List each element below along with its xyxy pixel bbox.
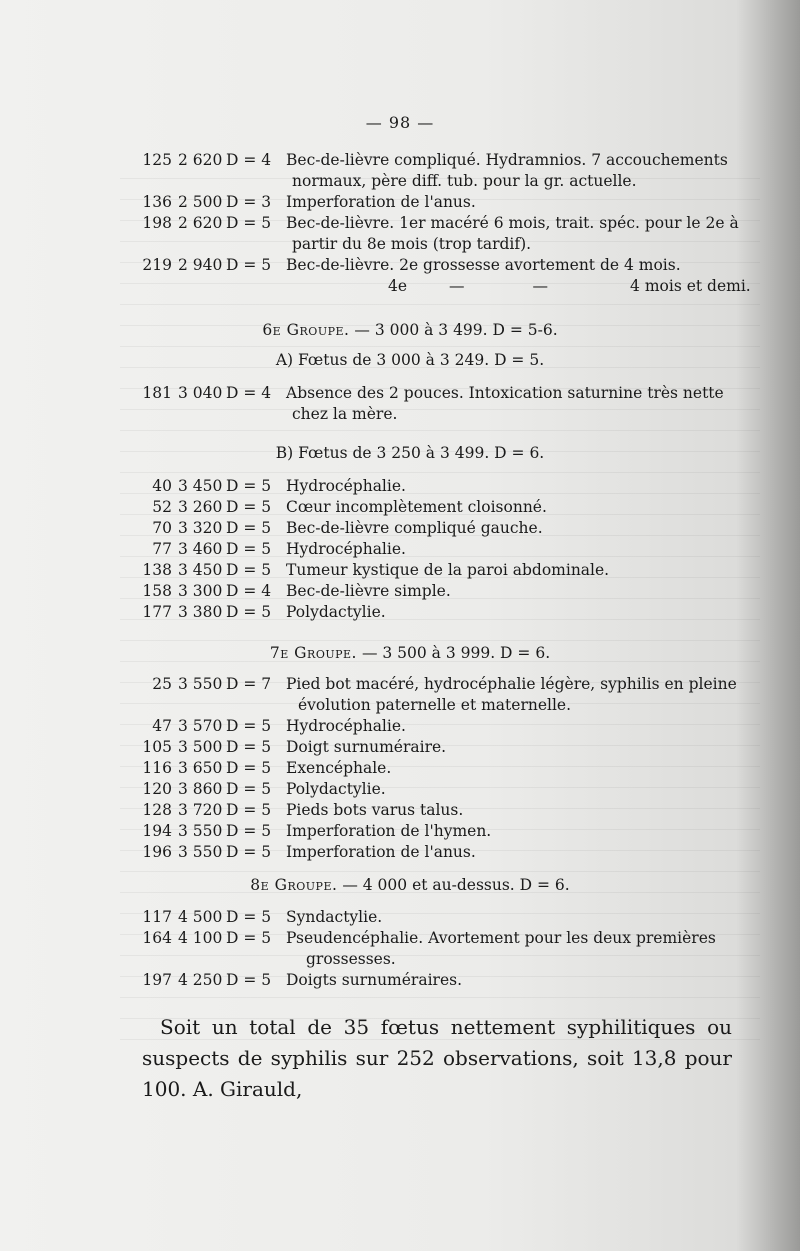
observation-row: [142, 674, 742, 695]
obs-d-value: D = 5: [226, 843, 272, 861]
obs-continuation: normaux, père diff. tub. pour la gr. actuelle.: [292, 172, 637, 190]
obs-text: Tumeur kystique de la paroi abdominale.: [286, 561, 610, 579]
obs-text: Cœur incomplètement cloisonné.: [286, 498, 547, 516]
conclusion-paragraph: Soit un total de 35 fœtus nettement syphilitiques ou suspects de syphilis sur 252 observations, soit 13,8 pour 100. A. Girauld,: [142, 1015, 732, 1101]
obs-number: 158: [142, 582, 172, 600]
obs-number: 128: [142, 801, 172, 819]
obs-text: Pseudencéphalie. Avortement pour les deux premières: [286, 929, 716, 947]
observation-row: [142, 779, 742, 800]
obs-d-value: D = 3: [226, 193, 272, 211]
obs-weight: 4 250: [178, 971, 223, 989]
page-number: — 98 —: [365, 113, 435, 132]
group-label: 7e Groupe.: [269, 644, 357, 662]
observation-row: [142, 758, 742, 779]
obs-number: 117: [142, 908, 172, 926]
obs-weight: 2 500: [178, 193, 223, 211]
observation-row: [142, 476, 742, 497]
obs-d-value: D = 5: [226, 519, 272, 537]
obs-number: 136: [142, 193, 172, 211]
obs-number: 77: [152, 540, 172, 558]
observation-row: [142, 842, 742, 863]
obs-weight: 2 620: [178, 151, 223, 169]
observation-row: [142, 737, 742, 758]
obs-d-value: D = 7: [226, 675, 272, 693]
obs-number: 116: [142, 759, 172, 777]
continuation-line-4e: [388, 276, 751, 297]
obs-weight: 3 650: [178, 759, 223, 777]
obs-weight: 4 100: [178, 929, 223, 947]
observation-row: [142, 192, 742, 213]
observation-row: [142, 560, 742, 581]
group-range: — 3 500 à 3 999. D = 6.: [361, 644, 551, 662]
obs-continuation: partir du 8e mois (trop tardif).: [292, 235, 532, 253]
observation-row: [142, 970, 742, 991]
obs-weight: 3 720: [178, 801, 223, 819]
obs-text: Bec-de-lièvre. 1er macéré 6 mois, trait. spéc. pour le 2e à: [286, 214, 739, 232]
ditto-dash: —: [449, 277, 465, 295]
obs-text: Bec-de-lièvre. 2e grossesse avortement de 4 mois.: [286, 256, 681, 274]
group-7-heading: [0, 643, 800, 664]
obs-weight: 2 620: [178, 214, 223, 232]
obs-text: Pied bot macéré, hydrocéphalie légère, syphilis en pleine: [286, 675, 737, 693]
obs-number: 120: [142, 780, 172, 798]
observation-row: [142, 383, 742, 404]
obs-continuation: chez la mère.: [292, 405, 398, 423]
obs-number: 164: [142, 929, 172, 947]
obs-d-value: D = 5: [226, 738, 272, 756]
observation-row: [142, 213, 742, 234]
obs-text: Polydactylie.: [286, 780, 386, 798]
obs-weight: 3 380: [178, 603, 223, 621]
obs-weight: 3 570: [178, 717, 223, 735]
observation-row: [142, 255, 742, 276]
obs-number: 219: [142, 256, 172, 274]
obs-weight: 3 450: [178, 561, 223, 579]
observation-row: [142, 497, 742, 518]
obs-number: 125: [142, 151, 172, 169]
obs-number: 177: [142, 603, 172, 621]
obs-d-value: D = 5: [226, 477, 272, 495]
observation-row: [142, 821, 742, 842]
group-8-heading: [0, 875, 800, 896]
observation-row: [142, 581, 742, 602]
obs-d-value: D = 5: [226, 256, 272, 274]
obs-number: 181: [142, 384, 172, 402]
obs-text: Polydactylie.: [286, 603, 386, 621]
group-6-heading: [0, 320, 800, 341]
obs-d-value: D = 4: [226, 582, 272, 600]
obs-d-value: D = 5: [226, 540, 272, 558]
obs-d-value: D = 5: [226, 561, 272, 579]
obs-weight: 3 550: [178, 822, 223, 840]
obs-text: Syndactylie.: [286, 908, 383, 926]
group-range: — 4 000 et au-dessus. D = 6.: [342, 876, 570, 894]
obs-number: 40: [152, 477, 172, 495]
obs-continuation: grossesses.: [306, 950, 396, 968]
obs-weight: 3 260: [178, 498, 223, 516]
obs-d-value: D = 4: [226, 151, 272, 169]
obs-weight: 3 550: [178, 843, 223, 861]
obs-weight: 3 860: [178, 780, 223, 798]
observation-row: [142, 150, 742, 171]
group-label: 6e Groupe.: [262, 321, 350, 339]
obs-continuation: évolution paternelle et maternelle.: [298, 696, 572, 714]
obs-number: 196: [142, 843, 172, 861]
observation-row: [142, 539, 742, 560]
ditto-dash: —: [532, 277, 549, 295]
obs-d-value: D = 4: [226, 384, 272, 402]
obs-text: Doigt surnuméraire.: [286, 738, 447, 756]
observation-row: [142, 602, 742, 623]
observation-row: [142, 800, 742, 821]
observation-row: [142, 518, 742, 539]
ordinal-4e: 4e: [388, 277, 408, 295]
obs-d-value: D = 5: [226, 908, 272, 926]
obs-number: 52: [152, 498, 172, 516]
observation-row: [142, 928, 742, 949]
group-label: 8e Groupe.: [250, 876, 338, 894]
obs-d-value: D = 5: [226, 603, 272, 621]
obs-text: Hydrocéphalie.: [286, 477, 406, 495]
ditto-text: 4 mois et demi.: [630, 277, 751, 295]
obs-weight: 3 450: [178, 477, 223, 495]
obs-text: Hydrocéphalie.: [286, 717, 406, 735]
obs-d-value: D = 5: [226, 759, 272, 777]
obs-number: 198: [142, 214, 172, 232]
obs-text: Imperforation de l'anus.: [286, 843, 476, 861]
obs-weight: 3 320: [178, 519, 223, 537]
obs-number: 194: [142, 822, 172, 840]
obs-weight: 3 460: [178, 540, 223, 558]
subgroup-b-heading: B) Fœtus de 3 250 à 3 499. D = 6.: [275, 444, 545, 462]
subgroup-a-heading: A) Fœtus de 3 000 à 3 249. D = 5.: [275, 351, 545, 369]
observation-row: [142, 716, 742, 737]
obs-weight: 3 550: [178, 675, 223, 693]
obs-d-value: D = 5: [226, 214, 272, 232]
obs-text: Hydrocéphalie.: [286, 540, 406, 558]
obs-text: Exencéphale.: [286, 759, 392, 777]
obs-number: 105: [142, 738, 172, 756]
obs-text: Imperforation de l'anus.: [286, 193, 476, 211]
obs-weight: 3 040: [178, 384, 223, 402]
obs-number: 197: [142, 971, 172, 989]
obs-text: Imperforation de l'hymen.: [286, 822, 492, 840]
obs-number: 47: [152, 717, 172, 735]
obs-text: Pieds bots varus talus.: [286, 801, 464, 819]
obs-weight: 4 500: [178, 908, 223, 926]
obs-weight: 3 300: [178, 582, 223, 600]
obs-d-value: D = 5: [226, 971, 272, 989]
obs-text: Bec-de-lièvre simple.: [286, 582, 451, 600]
obs-text: Absence des 2 pouces. Intoxication saturnine très nette: [286, 384, 724, 402]
obs-number: 25: [152, 675, 172, 693]
obs-text: Bec-de-lièvre compliqué. Hydramnios. 7 accouchements: [286, 151, 728, 169]
obs-weight: 3 500: [178, 738, 223, 756]
obs-d-value: D = 5: [226, 780, 272, 798]
obs-d-value: D = 5: [226, 929, 272, 947]
obs-d-value: D = 5: [226, 801, 272, 819]
observation-row: [142, 907, 742, 928]
obs-text: Bec-de-lièvre compliqué gauche.: [286, 519, 543, 537]
obs-d-value: D = 5: [226, 717, 272, 735]
obs-weight: 2 940: [178, 256, 223, 274]
obs-d-value: D = 5: [226, 498, 272, 516]
obs-number: 138: [142, 561, 172, 579]
obs-d-value: D = 5: [226, 822, 272, 840]
obs-number: 70: [152, 519, 172, 537]
obs-text: Doigts surnuméraires.: [286, 971, 463, 989]
group-range: — 3 000 à 3 499. D = 5-6.: [354, 321, 558, 339]
